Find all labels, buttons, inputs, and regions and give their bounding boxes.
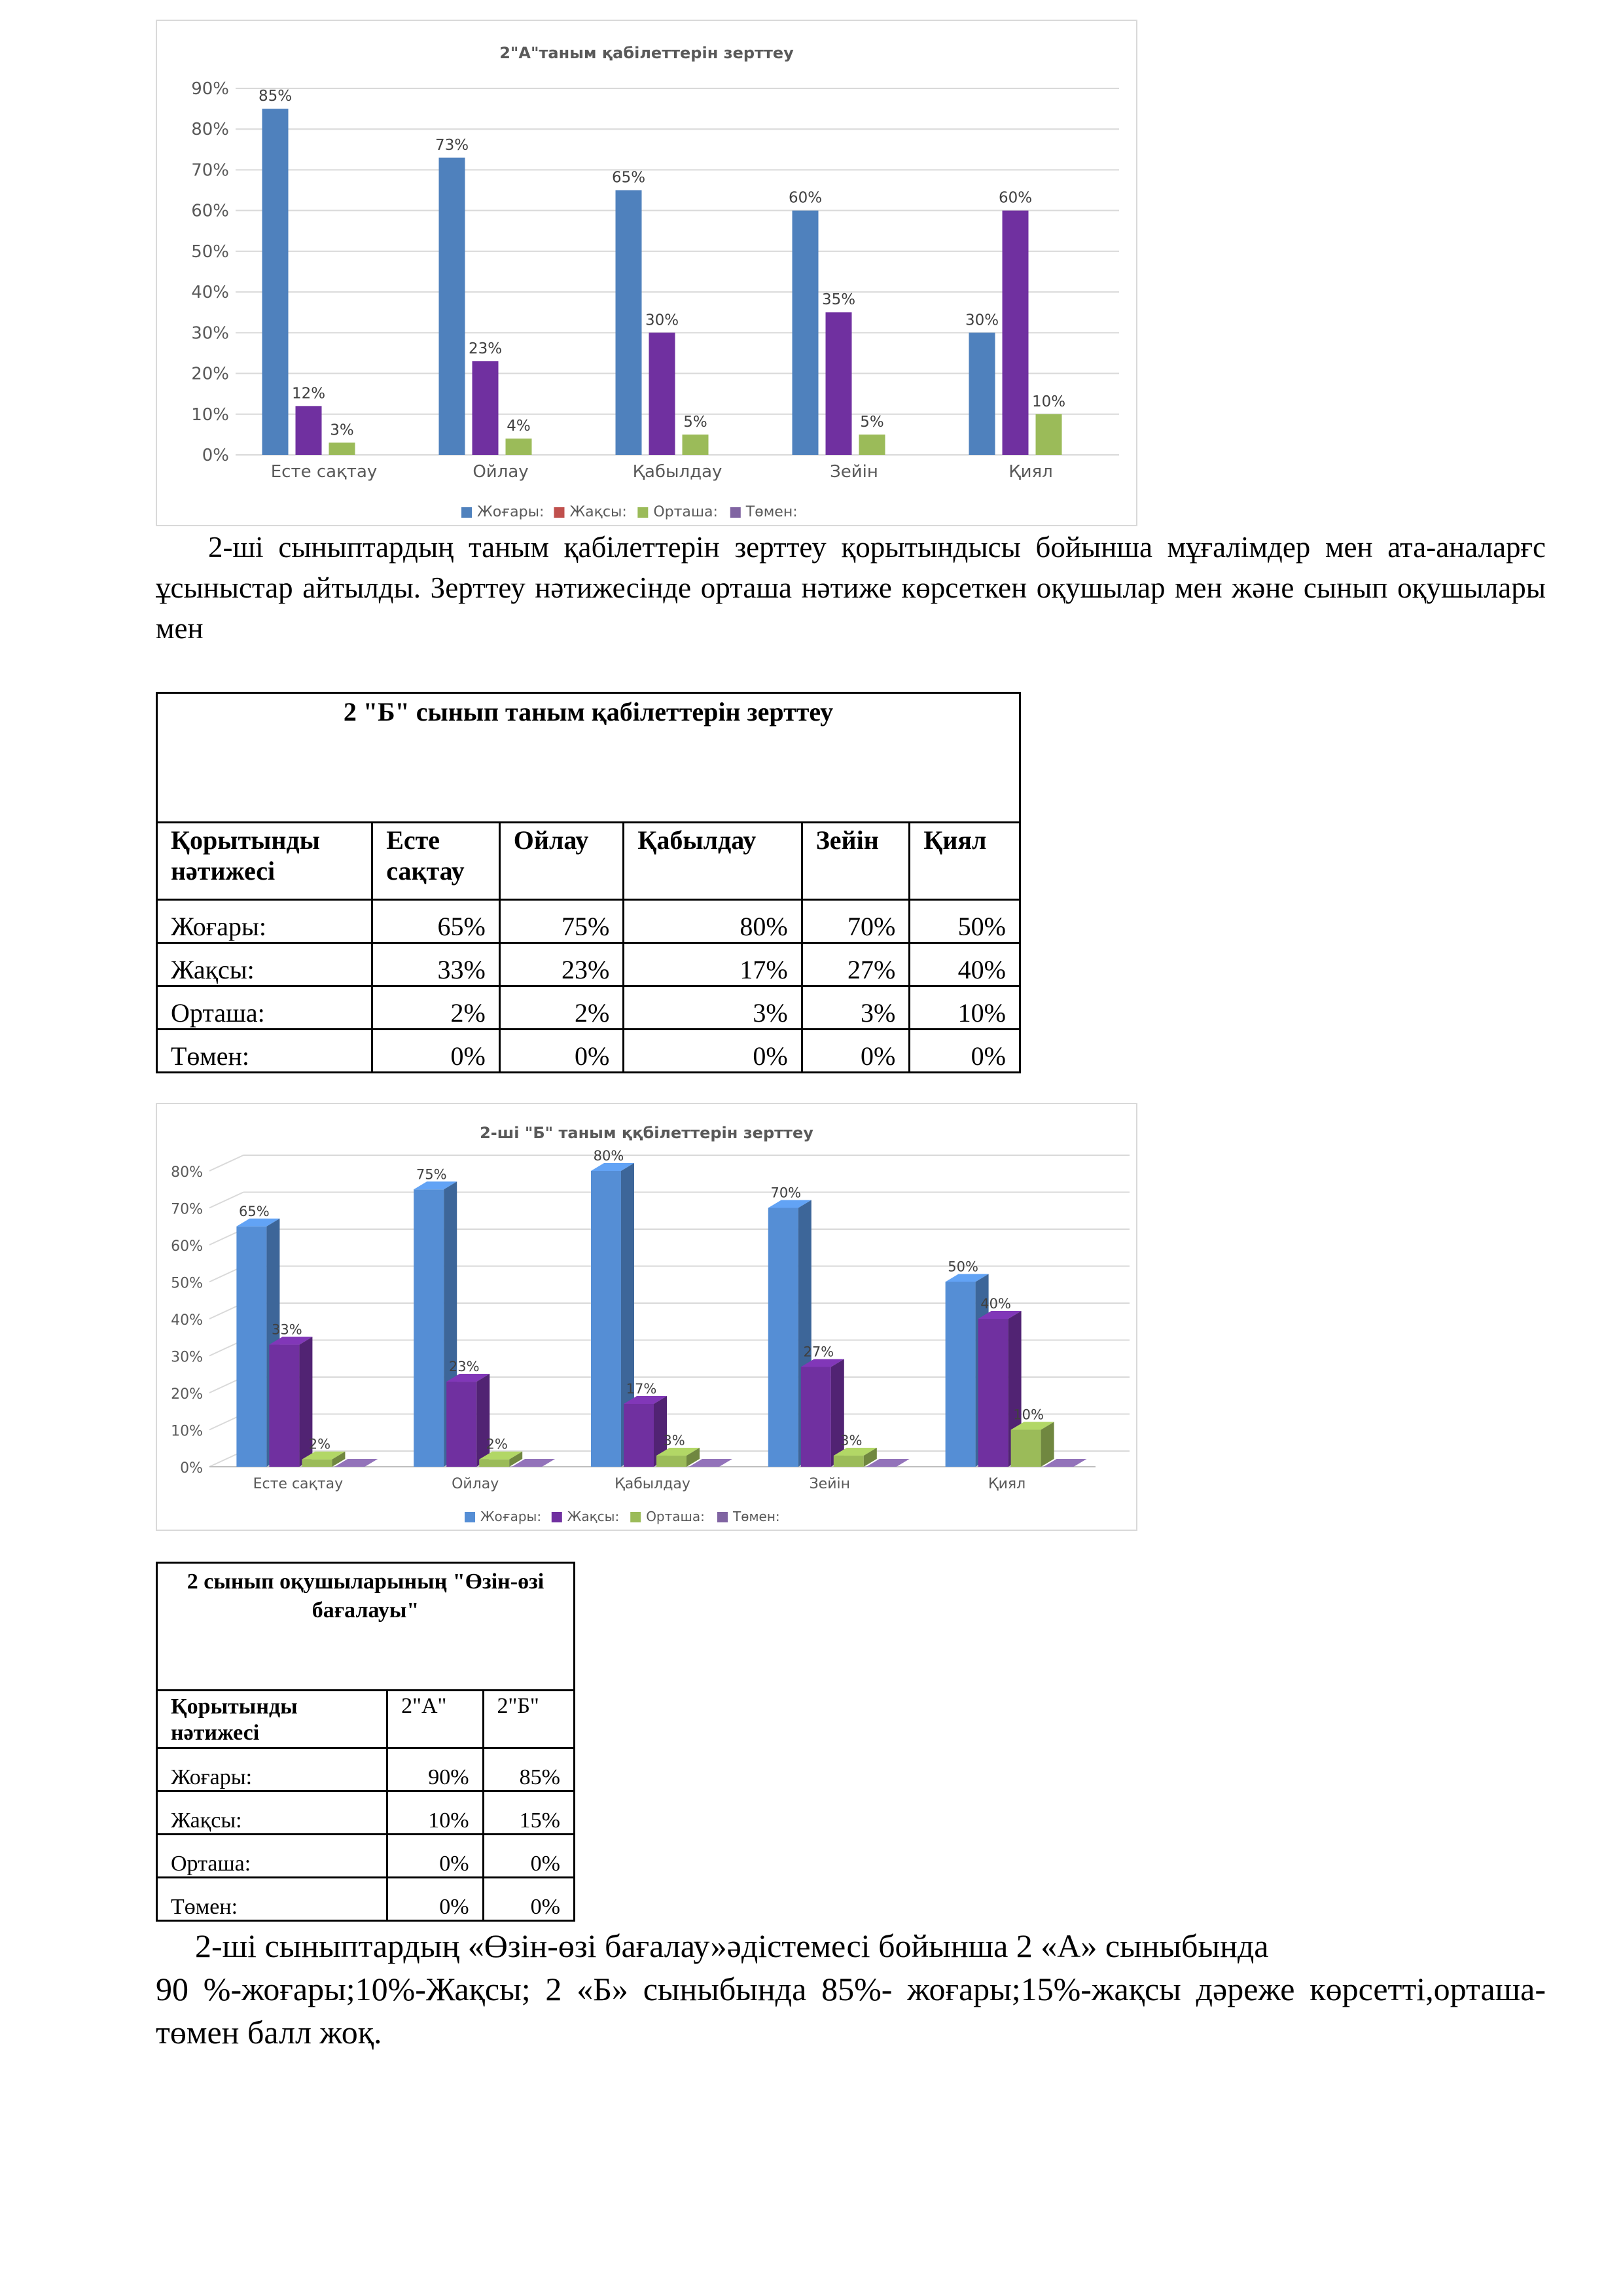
legend-swatch [465, 1512, 475, 1522]
bar [859, 435, 885, 455]
table-self-assessment [156, 1562, 575, 1922]
data-label: 23% [468, 340, 503, 357]
legend-label: Орташа: [646, 1509, 705, 1524]
data-label: 10% [1031, 393, 1066, 410]
table-row [157, 900, 1020, 943]
bar [591, 1171, 621, 1467]
bar-side [476, 1374, 490, 1467]
table-cell: 50% [910, 900, 1020, 943]
table-2b-header-attention: Зейін [802, 823, 910, 900]
y-tick-label: 10% [191, 404, 229, 425]
table-cell: 0% [483, 1835, 574, 1878]
bar [414, 1189, 444, 1467]
bar [473, 361, 499, 455]
data-label: 3% [663, 1433, 685, 1449]
data-label: 73% [435, 136, 469, 154]
chart-title: 2-ші "Б" таным ққбілеттерін зерттеу [480, 1124, 813, 1142]
bar [302, 1460, 332, 1467]
table-cell: 10% [387, 1791, 483, 1835]
table-row [157, 1878, 575, 1921]
legend-swatch [730, 507, 741, 518]
table-cell: 90% [387, 1748, 483, 1791]
chart-2b-svg [157, 1104, 1136, 1530]
bar [296, 406, 322, 455]
table-self-assessment-header-2a: 2"А" [387, 1691, 483, 1748]
x-tick-label: Есте сақтау [253, 1476, 344, 1492]
bar [969, 332, 995, 455]
chart-2b [156, 1103, 1137, 1531]
data-label: 60% [998, 189, 1033, 207]
table-2b-header-imagination: Қиял [910, 823, 1020, 900]
table-row [157, 943, 1020, 986]
bar [683, 435, 709, 455]
table-cell: 80% [624, 900, 802, 943]
legend-swatch [630, 1512, 641, 1522]
x-tick-label: Қабылдау [615, 1476, 690, 1492]
table-cell: 17% [624, 943, 802, 986]
bar [656, 1456, 687, 1467]
paragraph-self-assessment-line1: 2-ші сыныптардың «Өзін-өзі бағалау»әдістемесі бойынша 2 «А» сыныбында [195, 1928, 1269, 1964]
bar [506, 439, 532, 455]
data-label: 5% [683, 413, 707, 431]
y-tick-label: 50% [171, 1275, 203, 1292]
table-2b-header-thinking: Ойлау [499, 823, 624, 900]
bar [978, 1319, 1008, 1467]
table-self-assessment-title: 2 сынып оқушыларының "Өзін-өзі бағалауы" [157, 1563, 575, 1691]
table-cell: 40% [910, 943, 1020, 986]
bar [1036, 414, 1062, 455]
data-label: 4% [507, 418, 531, 435]
bar [624, 1404, 654, 1467]
legend-label: Орташа: [653, 504, 718, 520]
bar [768, 1208, 798, 1467]
table-cell: Төмен: [157, 1030, 372, 1073]
table-2b-header-memory: Есте сақтау [372, 823, 500, 900]
table-2b-title: 2 "Б" сынып таным қабілеттерін зерттеу [157, 693, 1020, 823]
bar [236, 1227, 266, 1467]
legend-label: Жоғары: [477, 504, 544, 520]
data-label: 12% [291, 385, 326, 403]
table-row [157, 1791, 575, 1835]
data-label: 3% [330, 422, 354, 439]
table-cell: Жоғары: [157, 900, 372, 943]
y-tick-label: 40% [171, 1312, 203, 1329]
bar [329, 442, 355, 455]
legend-label: Жоғары: [480, 1509, 542, 1524]
bar [262, 109, 289, 455]
table-cell: 0% [802, 1030, 910, 1073]
table-cell: 2% [372, 986, 500, 1030]
data-label: 2% [486, 1436, 508, 1452]
data-label: 65% [239, 1203, 270, 1219]
table-cell: Жақсы: [157, 1791, 387, 1835]
bar-side [1041, 1422, 1054, 1467]
data-label: 50% [948, 1259, 978, 1275]
table-cell: 0% [387, 1835, 483, 1878]
data-label: 27% [803, 1344, 834, 1360]
chart-title: 2"А"таным қабілеттерін зерттеу [499, 44, 794, 62]
table-cell: 0% [910, 1030, 1020, 1073]
data-label: 5% [860, 413, 884, 431]
data-label: 33% [272, 1321, 302, 1338]
table-cell: 0% [624, 1030, 802, 1073]
y-tick-label: 80% [171, 1164, 203, 1181]
y-tick-label: 60% [171, 1238, 203, 1255]
legend-label: Төмен: [745, 504, 798, 520]
data-label: 85% [258, 88, 293, 105]
y-tick-label: 50% [191, 242, 229, 262]
gridline-side [209, 1155, 243, 1171]
table-self-assessment-header-2b: 2"Б" [483, 1691, 574, 1748]
bar [946, 1282, 976, 1467]
x-tick-label: Қабылдау [632, 462, 722, 482]
y-tick-label: 70% [191, 160, 229, 181]
paragraph-self-assessment-rest: 90 %-жоғары;10%-Жақсы; 2 «Б» сыныбында 85%- жоғары;15%-жақсы дәреже көрсетті,орташа-төмен балл жоқ. [156, 1971, 1546, 2051]
data-label: 35% [821, 291, 856, 309]
chart-2a [156, 20, 1137, 526]
data-label: 40% [980, 1296, 1011, 1312]
bar [479, 1460, 509, 1467]
table-cell: Орташа: [157, 1835, 387, 1878]
data-label: 80% [593, 1148, 624, 1164]
table-cell: Жоғары: [157, 1748, 387, 1791]
data-label: 30% [645, 312, 679, 329]
data-label: 65% [611, 169, 646, 187]
bar [439, 158, 465, 455]
table-cell: 70% [802, 900, 910, 943]
y-tick-label: 70% [171, 1201, 203, 1218]
bar [616, 190, 642, 455]
table-cell: 75% [499, 900, 624, 943]
bar [649, 332, 675, 455]
table-cell: 3% [802, 986, 910, 1030]
data-label: 2% [308, 1436, 331, 1452]
legend-label: Төмен: [733, 1509, 780, 1524]
y-tick-label: 40% [191, 283, 229, 303]
legend-swatch [552, 1512, 562, 1522]
table-self-assessment-header-result: Қорытынды нәтижесі [157, 1691, 387, 1748]
table-cell: Төмен: [157, 1878, 387, 1921]
table-cell: 2% [499, 986, 624, 1030]
table-cell: Жақсы: [157, 943, 372, 986]
legend-swatch [554, 507, 564, 518]
data-label: 75% [416, 1166, 447, 1183]
table-row [157, 1748, 575, 1791]
x-tick-label: Зейін [809, 1476, 851, 1492]
table-row [157, 1835, 575, 1878]
table-cell: 65% [372, 900, 500, 943]
bar [834, 1456, 864, 1467]
legend-label: Жақсы: [567, 1509, 620, 1524]
table-cell: 85% [483, 1748, 574, 1791]
table-cell: 23% [499, 943, 624, 986]
data-label: 3% [840, 1433, 863, 1449]
x-tick-label: Қиял [1008, 462, 1053, 482]
y-tick-label: 20% [171, 1386, 203, 1403]
y-tick-label: 80% [191, 120, 229, 140]
x-tick-label: Есте сақтау [270, 462, 378, 482]
paragraph-recommendations-text: 2-ші сыныптардың таным қабілеттерін зерттеу қорытындысы бойынша мұғалімдер мен ата-аналарғс ұсыныстар айтылды. Зерттеу нәтижесінде орташа нәтиже көрсеткен оқушылар мен және сынып оқушылары мен [156, 531, 1546, 645]
data-label: 30% [965, 312, 999, 329]
bar [793, 211, 819, 455]
y-tick-label: 0% [180, 1460, 203, 1477]
table-cell: 0% [483, 1878, 574, 1921]
data-label: 70% [770, 1185, 802, 1201]
y-tick-label: 0% [202, 446, 229, 465]
data-label: 60% [788, 189, 823, 207]
table-cell: 0% [372, 1030, 500, 1073]
table-row [157, 986, 1020, 1030]
legend-swatch [717, 1512, 728, 1522]
x-tick-label: Зейін [830, 462, 878, 482]
bar [269, 1345, 299, 1467]
data-label: 23% [448, 1359, 480, 1375]
y-tick-label: 30% [171, 1349, 203, 1366]
table-cell: 15% [483, 1791, 574, 1835]
table-row [157, 1030, 1020, 1073]
table-cell: 0% [387, 1878, 483, 1921]
bar [826, 312, 852, 455]
paragraph-self-assessment [156, 1924, 1546, 2054]
y-tick-label: 30% [191, 323, 229, 344]
y-tick-label: 20% [191, 364, 229, 384]
table-2b-cognitive [156, 692, 1021, 1073]
y-tick-label: 60% [191, 201, 229, 221]
y-tick-label: 90% [191, 79, 229, 99]
data-label: 17% [626, 1380, 657, 1397]
y-tick-label: 10% [171, 1423, 203, 1440]
x-tick-label: Ойлау [452, 1476, 499, 1492]
x-tick-label: Қиял [988, 1476, 1026, 1492]
table-2b-header-perception: Қабылдау [624, 823, 802, 900]
paragraph-recommendations [156, 527, 1546, 649]
table-cell: 3% [624, 986, 802, 1030]
table-cell: 33% [372, 943, 500, 986]
data-label: 10% [1013, 1407, 1044, 1423]
legend-swatch [637, 507, 648, 518]
bar [801, 1367, 831, 1467]
table-cell: 10% [910, 986, 1020, 1030]
legend-swatch [461, 507, 472, 518]
chart-2a-svg [157, 21, 1136, 525]
table-cell: 0% [499, 1030, 624, 1073]
table-cell: 27% [802, 943, 910, 986]
x-tick-label: Ойлау [473, 462, 529, 482]
legend-label: Жақсы: [569, 504, 627, 520]
bar [1003, 211, 1029, 455]
bar [446, 1382, 476, 1467]
bar [1011, 1430, 1041, 1467]
table-cell: Орташа: [157, 986, 372, 1030]
table-2b-header-result: Қорытынды нәтижесі [157, 823, 372, 900]
